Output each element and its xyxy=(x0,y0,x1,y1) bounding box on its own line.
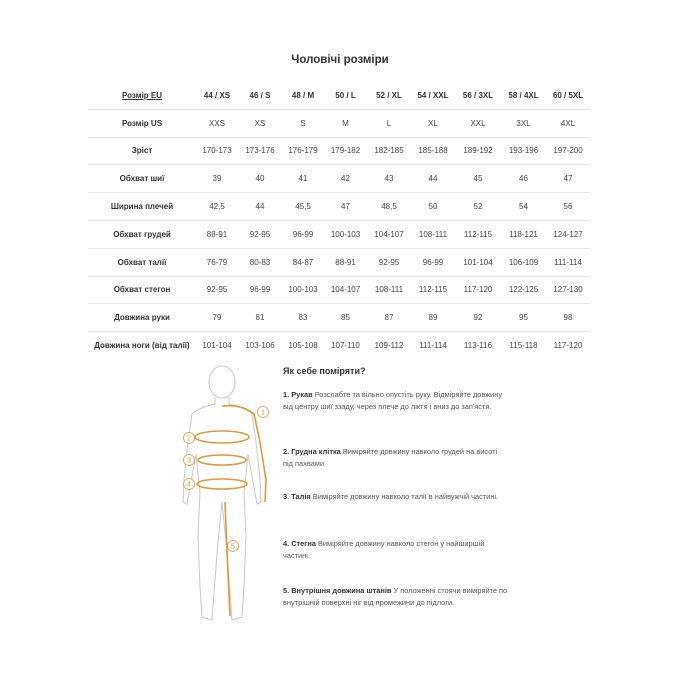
marker-1: 1 xyxy=(261,409,265,417)
table-cell: 115-118 xyxy=(509,341,538,351)
table-cell: 101-104 xyxy=(202,341,232,351)
table-cell: 108-111 xyxy=(411,220,455,248)
table-cell: 103-106 xyxy=(245,341,275,351)
step-heading: 4. Стегна xyxy=(283,539,316,548)
table-cell: 48,5 xyxy=(367,193,411,221)
row-label xyxy=(88,137,196,165)
step-sleeve xyxy=(283,389,508,412)
table-cell: L xyxy=(367,109,411,137)
marker-5: 5 xyxy=(231,543,235,551)
table-cell: 47 xyxy=(324,193,367,221)
table-cell: 111-114 xyxy=(546,248,590,276)
table-cell: 189-192 xyxy=(455,137,501,165)
table-row xyxy=(88,304,590,332)
step-text: Розслабте та вільно опустіть руку. Відміряйте довжину від центру шиї ззаду, через плече до ліктя і вниз до зап'ястя. xyxy=(283,390,503,411)
table-cell: 96-99 xyxy=(238,276,282,304)
table-cell: 104-107 xyxy=(324,276,367,304)
table-cell: 170-173 xyxy=(196,137,238,165)
table-cell: 112-115 xyxy=(411,276,455,304)
table-cell: 58 / 4XL xyxy=(501,82,546,109)
table-cell: 48 / M xyxy=(282,82,324,109)
table-cell: 46 xyxy=(501,165,546,193)
table-cell: 106-109 xyxy=(501,248,546,276)
table-cell: 76-79 xyxy=(196,248,238,276)
row-label-text: Обхват грудей xyxy=(113,229,171,239)
table-cell: 98 xyxy=(546,304,590,332)
table-cell: 79 xyxy=(196,304,238,332)
size-table xyxy=(88,82,590,359)
table-cell: 50 xyxy=(411,193,455,221)
table-row xyxy=(88,248,590,276)
table-cell: 92-95 xyxy=(367,248,411,276)
row-label-text: Розмір EU xyxy=(121,90,163,100)
table-cell: 45,5 xyxy=(282,193,324,221)
table-cell: 60 / 5XL xyxy=(546,82,590,109)
table-cell: XS xyxy=(238,109,282,137)
step-text: У положенні стоячи виміряйте по внутрішній поверхні ніг від промежини до підлоги. xyxy=(283,586,508,607)
waist-measure-line xyxy=(198,455,246,465)
table-cell: 112-115 xyxy=(455,220,501,248)
table-cell: 52 xyxy=(455,193,501,221)
table-cell: 92-95 xyxy=(238,220,282,248)
table-row xyxy=(88,165,590,193)
table-cell: 92-95 xyxy=(196,276,238,304)
table-cell: 54 xyxy=(501,193,546,221)
row-label-text: Довжина ноги (від талії) xyxy=(94,341,190,351)
marker-3: 3 xyxy=(187,457,191,465)
step-text: Виміряйте довжину навколо грудей на висоті під пахвами xyxy=(283,447,498,468)
chest-measure-line xyxy=(195,431,249,443)
table-cell: 111-114 xyxy=(419,341,447,351)
page-title: Чоловічі розміри xyxy=(291,54,389,66)
table-cell: 4XL xyxy=(546,109,590,137)
table-cell: 44 xyxy=(238,193,282,221)
table-cell: XL xyxy=(411,109,455,137)
row-label xyxy=(88,165,196,193)
howto-title: Як себе поміряти? xyxy=(283,366,366,376)
table-cell: S xyxy=(282,109,324,137)
table-cell: 124-127 xyxy=(546,220,590,248)
table-cell: 92 xyxy=(455,304,501,332)
table-cell: 127-130 xyxy=(546,276,590,304)
marker-4: 4 xyxy=(187,481,191,489)
step-heading: 2. Грудна клітка xyxy=(283,447,341,456)
table-row xyxy=(88,109,590,137)
row-label-text: Ширина плечей xyxy=(110,202,174,212)
step-text: Виміряйте довжину навколо стегон у найширшій частині. xyxy=(283,539,485,560)
marker-2: 2 xyxy=(187,435,191,443)
row-label-text: Обхват талії xyxy=(117,257,167,267)
table-row xyxy=(88,276,590,304)
inseam-measure-line xyxy=(225,502,230,616)
row-label xyxy=(88,332,196,359)
step-heading: 3. Талія xyxy=(283,492,311,501)
row-label xyxy=(88,193,196,221)
table-cell: 96-99 xyxy=(282,220,324,248)
table-cell: 85 xyxy=(324,304,367,332)
row-label xyxy=(88,82,196,109)
table-cell: XXS xyxy=(196,109,238,137)
table-row xyxy=(88,332,590,359)
table-cell: 54 / XXL xyxy=(411,82,455,109)
row-label xyxy=(88,220,196,248)
table-row xyxy=(88,137,590,165)
table-cell: 81 xyxy=(238,304,282,332)
table-cell: 173-176 xyxy=(238,137,282,165)
table-cell: 104-107 xyxy=(367,220,411,248)
table-cell: M xyxy=(324,109,367,137)
table-cell: 88-91 xyxy=(196,220,238,248)
table-cell: 105-108 xyxy=(288,341,318,351)
row-label xyxy=(88,248,196,276)
table-cell: 122-125 xyxy=(501,276,546,304)
table-cell: 84-87 xyxy=(282,248,324,276)
table-cell: 50 / L xyxy=(324,82,367,109)
row-label xyxy=(88,304,196,332)
table-cell: 41 xyxy=(282,165,324,193)
table-cell: XXL xyxy=(455,109,501,137)
row-label-text: Обхват стегон xyxy=(113,285,171,295)
table-cell: 80-83 xyxy=(238,248,282,276)
table-cell: 176-179 xyxy=(282,137,324,165)
table-cell: 108-111 xyxy=(367,276,411,304)
table-cell: 46 / S xyxy=(238,82,282,109)
table-cell: 89 xyxy=(411,304,455,332)
table-cell: 3XL xyxy=(501,109,546,137)
table-row xyxy=(88,220,590,248)
table-cell: 117-120 xyxy=(553,341,583,351)
row-label-text: Обхват шиї xyxy=(119,174,165,184)
hip-measure-line xyxy=(197,479,247,489)
table-cell: 182-185 xyxy=(367,137,411,165)
table-cell: 193-196 xyxy=(501,137,546,165)
table-cell: 40 xyxy=(238,165,282,193)
table-cell: 179-182 xyxy=(324,137,367,165)
table-cell: 113-116 xyxy=(463,341,493,351)
table-cell: 43 xyxy=(367,165,411,193)
row-label xyxy=(88,109,196,137)
step-hips xyxy=(283,538,508,561)
table-cell: 87 xyxy=(367,304,411,332)
row-label-text: Зріст xyxy=(131,146,153,156)
table-cell: 197-200 xyxy=(546,137,590,165)
table-cell: 101-104 xyxy=(455,248,501,276)
table-cell: 44 / XS xyxy=(196,82,238,109)
table-cell: 107-110 xyxy=(331,341,360,351)
row-label-text: Довжина руки xyxy=(114,313,170,323)
table-cell: 56 / 3XL xyxy=(455,82,501,109)
head-outline xyxy=(209,366,235,398)
body-figure xyxy=(170,362,280,632)
table-cell: 52 / XL xyxy=(367,82,411,109)
table-cell: 118-121 xyxy=(501,220,546,248)
table-row xyxy=(88,193,590,221)
table-cell: 39 xyxy=(196,165,238,193)
table-cell: 96-99 xyxy=(411,248,455,276)
table-cell: 83 xyxy=(282,304,324,332)
table-cell: 88-91 xyxy=(324,248,367,276)
table-cell: 117-120 xyxy=(455,276,501,304)
step-heading: 5. Внутрішня довжина штанів xyxy=(283,586,392,595)
step-inseam xyxy=(283,585,508,608)
step-heading: 1. Рукав xyxy=(283,390,313,399)
step-waist xyxy=(283,491,508,503)
table-cell: 109-112 xyxy=(374,341,404,351)
row-label xyxy=(88,276,196,304)
table-cell: 42 xyxy=(324,165,367,193)
table-cell: 45 xyxy=(455,165,501,193)
table-cell: 100-103 xyxy=(282,276,324,304)
step-text: Виміряйте довжину навколо талії в найвужчій частині. xyxy=(312,492,499,501)
step-chest xyxy=(283,446,508,469)
table-cell: 42,5 xyxy=(196,193,238,221)
table-cell: 95 xyxy=(501,304,546,332)
table-cell: 47 xyxy=(546,165,590,193)
table-cell: 185-188 xyxy=(411,137,455,165)
table-cell: 56 xyxy=(546,193,590,221)
table-cell: 44 xyxy=(411,165,455,193)
table-cell: 100-103 xyxy=(324,220,367,248)
table-header-row xyxy=(88,82,590,109)
row-label-text: Розмір US xyxy=(121,118,163,128)
